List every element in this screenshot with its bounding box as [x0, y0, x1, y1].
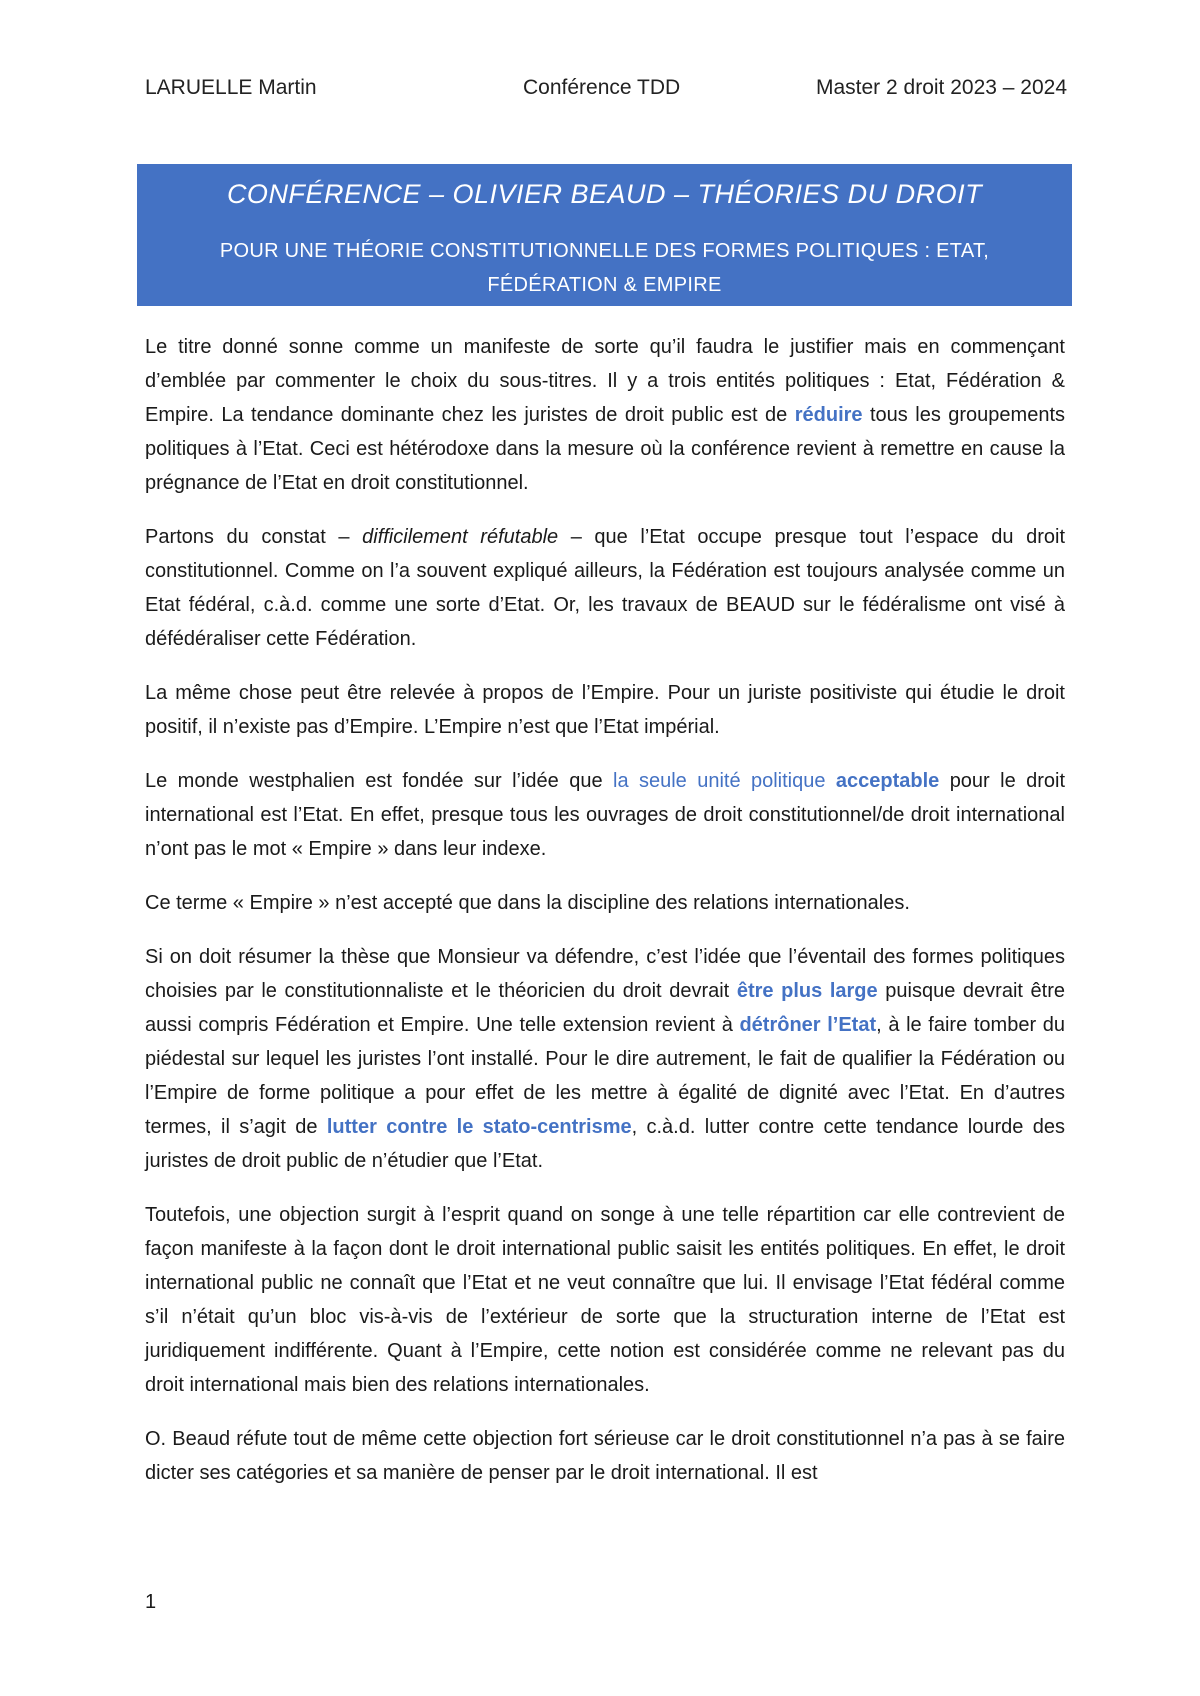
- text-segment: pour le droit international est l’Etat. En effet, presque tous les ouvrages de droit constitutionnel/de droit international n’ont pas le mot « Empire » dans leur indexe.: [145, 770, 1066, 860]
- text-segment: Toutefois, une objection surgit à l’esprit quand on songe à une telle répartition car elle contrevient de façon manifeste à la façon dont le droit international public saisit les entités politiques. En effet, le droit international public ne connaît que l’Etat et ne veut connaître que lui. Il envisage l’Etat fédéral comme s’il n’était qu’un bloc vis-à-vis de l’extérieur de sorte que la structuration interne de l’Etat est juridiquement indifférente. Quant à l’Empire, cette notion est considérée comme ne relevant pas du droit international mais bien des relations internationales.: [145, 1204, 1065, 1396]
- highlighted-term: réduire: [794, 404, 863, 426]
- header-author: LARUELLE Martin: [145, 76, 317, 99]
- paragraph-6: [145, 940, 1065, 1178]
- highlighted-phrase: la seule unité politique: [613, 770, 836, 792]
- document-title: CONFÉRENCE – OLIVIER BEAUD – THÉORIES DU DROIT: [226, 179, 983, 209]
- paragraph-8: [145, 1422, 1065, 1490]
- text-segment: – que l’Etat occupe presque tout l’espace du droit constitutionnel. Comme on l’a souvent expliqué ailleurs, la Fédération est toujours analysée comme un Etat fédéral, c.à.d. comme une sorte d’Etat. Or, les travaux de BEAUD sur le fédéralisme ont visé à défédéraliser cette Fédération.: [145, 526, 1066, 650]
- highlighted-term: détrôner l’Etat: [739, 1014, 877, 1036]
- paragraph-1: [145, 330, 1065, 500]
- highlighted-term: être plus large: [736, 980, 878, 1002]
- paragraph-5: [145, 886, 1065, 920]
- text-segment: Le monde westphalien est fondée sur l’idée que: [145, 770, 613, 792]
- header-course: Conférence TDD: [523, 76, 681, 99]
- text-segment: Si on doit résumer la thèse que Monsieur va défendre, c’est l’idée que l’éventail des formes politiques choisies par le constitutionnaliste et le théoricien du droit devrait: [145, 946, 1065, 1002]
- document-subtitle: POUR UNE THÉORIE CONSTITUTIONNELLE DES FORMES POLITIQUES : ETAT, FÉDÉRATION & EMPIRE: [219, 240, 990, 296]
- header-program: Master 2 droit 2023 – 2024: [816, 76, 1067, 99]
- text-segment: , à le faire tomber du piédestal sur lequel les juristes l’ont installé. Pour le dire autrement, le fait de qualifier la Fédération ou l’Empire de forme politique a pour effet de les mettre à égalité de dignité avec l’Etat. En d’autres termes, il s’agit de: [145, 1014, 1065, 1138]
- page-header: [145, 73, 1067, 103]
- text-segment: tous les groupements politiques à l’Etat. Ceci est hétérodoxe dans la mesure où la conférence revient à remettre en cause la prégnance de l’Etat en droit constitutionnel.: [145, 404, 1065, 494]
- paragraph-4: [145, 764, 1065, 866]
- text-segment: , c.à.d. lutter contre cette tendance lourde des juristes de droit public de n’étudier que l’Etat.: [145, 1116, 1065, 1172]
- italic-phrase: difficilement réfutable: [362, 526, 559, 548]
- text-segment: La même chose peut être relevée à propos de l’Empire. Pour un juriste positiviste qui étudie le droit positif, il n’existe pas d’Empire. L’Empire n’est que l’Etat impérial.: [145, 682, 1065, 738]
- title-banner: [137, 164, 1072, 306]
- paragraph-7: [145, 1198, 1065, 1402]
- paragraph-2: [145, 520, 1065, 656]
- text-segment: puisque devrait être aussi compris Fédération et Empire. Une telle extension revient à: [145, 980, 1065, 1036]
- text-segment: Ce terme « Empire » n’est accepté que dans la discipline des relations internationales.: [145, 892, 910, 914]
- highlighted-term: acceptable: [835, 770, 940, 792]
- text-segment: Partons du constat –: [145, 526, 363, 548]
- highlighted-term: lutter contre le stato-centrisme: [326, 1116, 632, 1138]
- document-body: [145, 330, 1065, 1510]
- page-number: 1: [145, 1591, 157, 1613]
- text-segment: O. Beaud réfute tout de même cette objection fort sérieuse car le droit constitutionnel n’a pas à se faire dicter ses catégories et sa manière de penser par le droit international. Il est: [145, 1428, 1065, 1484]
- paragraph-3: [145, 676, 1065, 744]
- text-segment: Le titre donné sonne comme un manifeste de sorte qu’il faudra le justifier mais en commençant d’emblée par commenter le choix du sous-titres. Il y a trois entités politiques : Etat, Fédération & Empire. La tendance dominante chez les juristes de droit public est de: [145, 336, 1065, 426]
